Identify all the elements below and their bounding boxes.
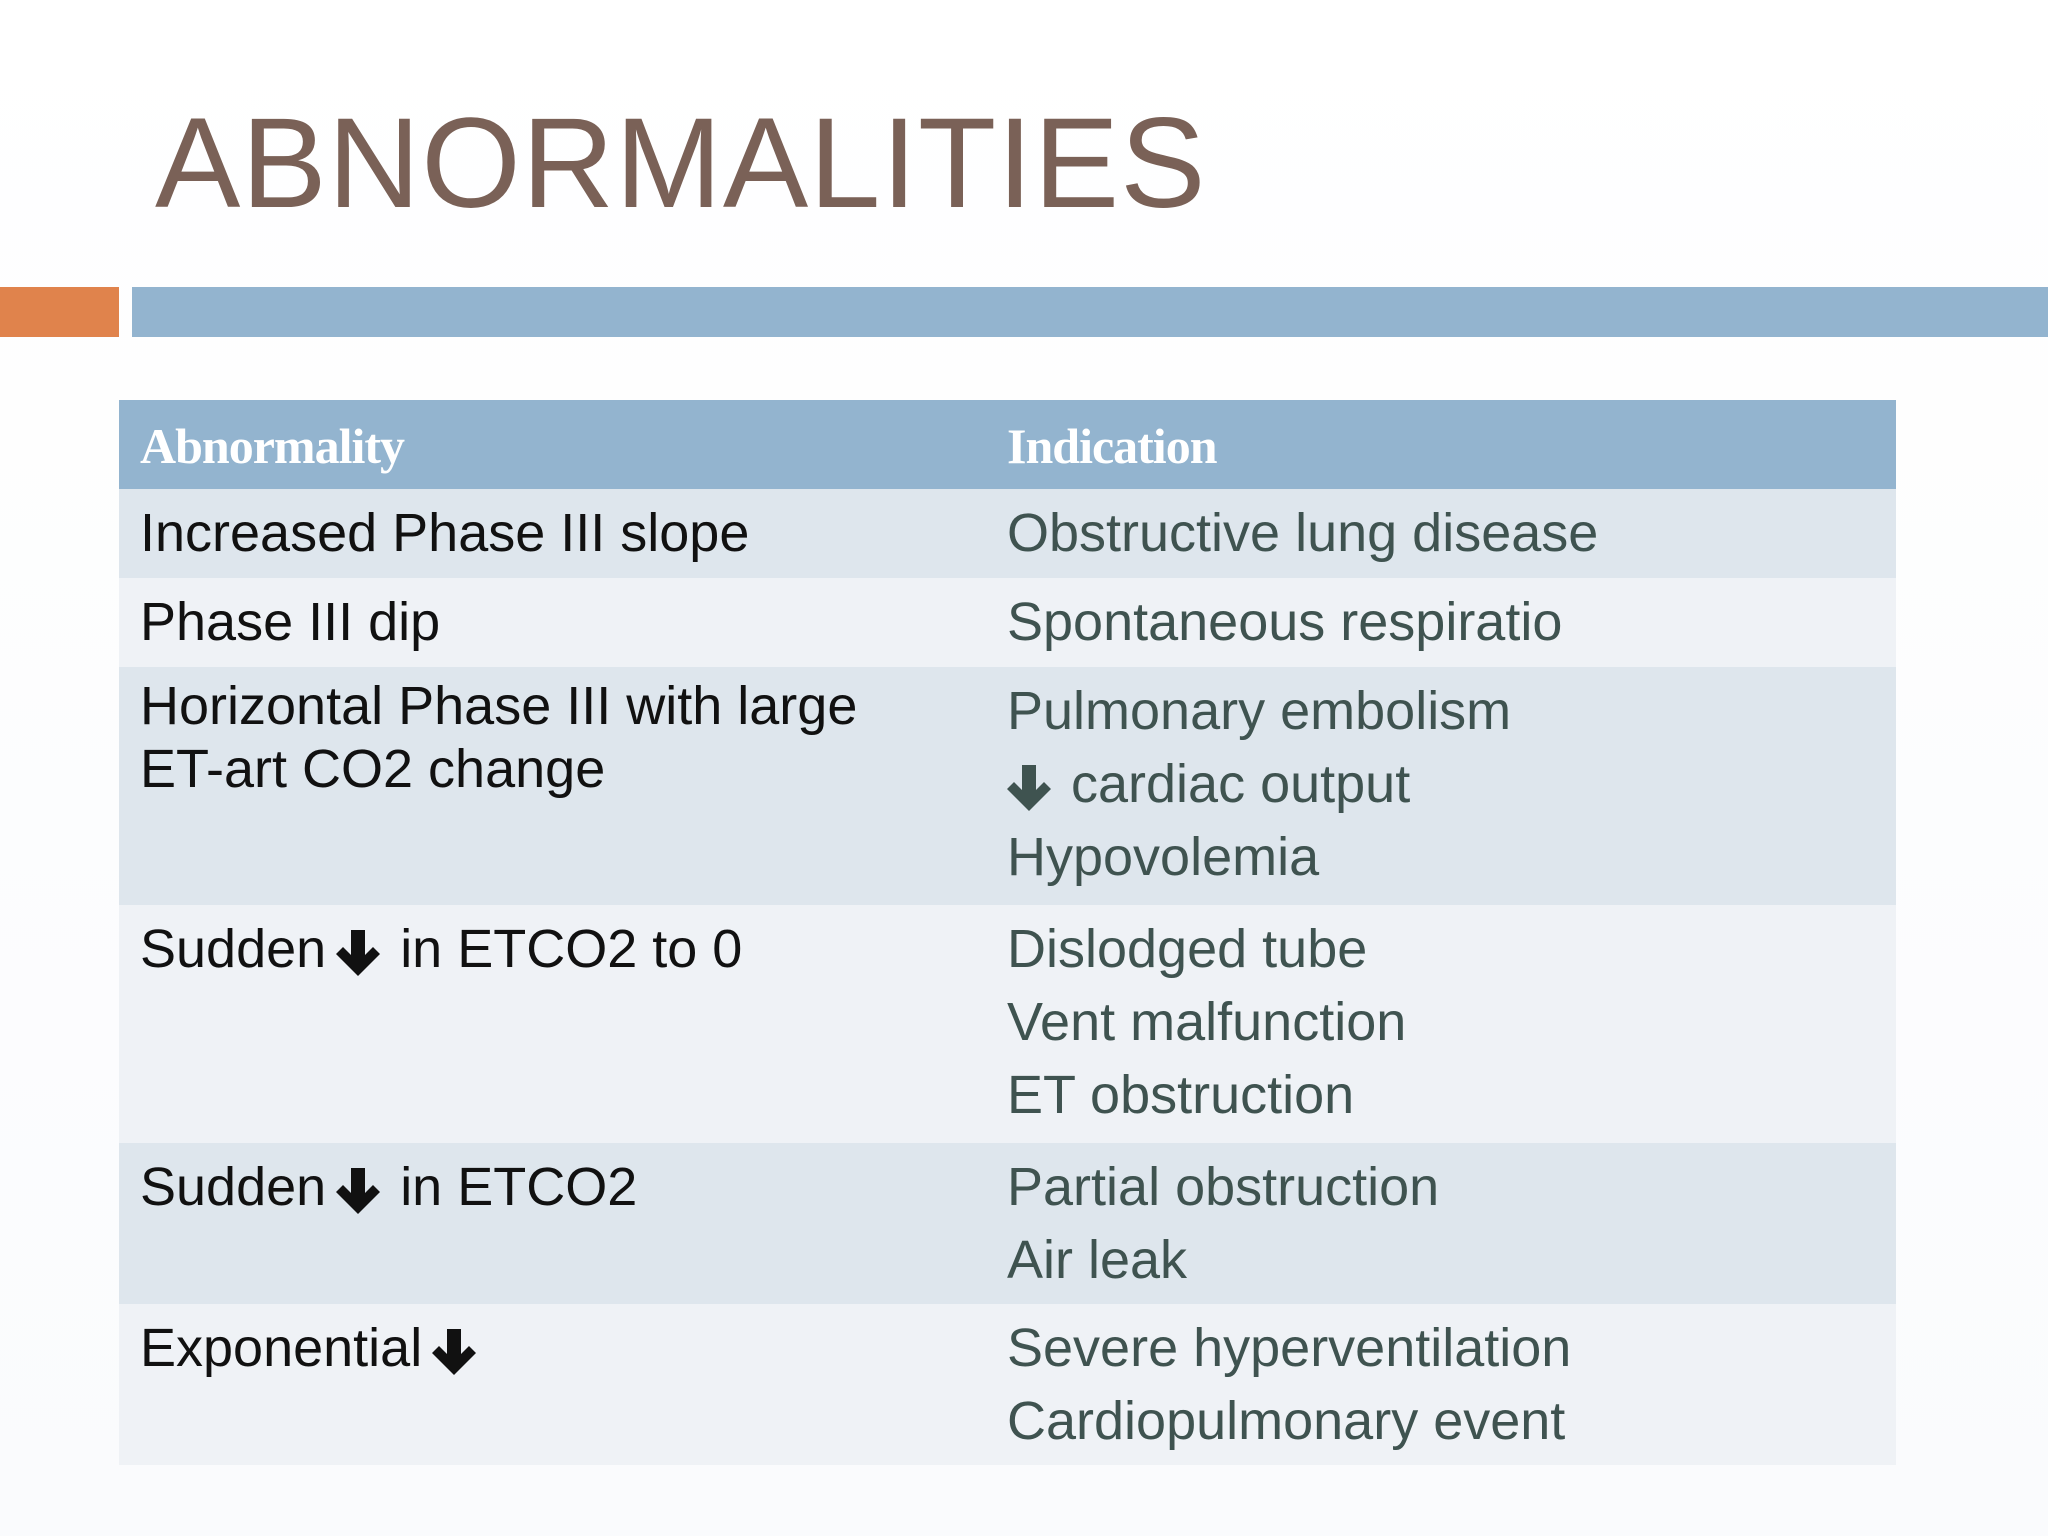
cell-text: Exponential	[140, 1318, 423, 1378]
cell-text: Increased Phase III slope	[140, 503, 750, 563]
cell-text: ET obstruction	[1007, 1065, 1355, 1125]
cell-text: Spontaneous respiratio	[1007, 592, 1563, 652]
indication-cell	[1007, 905, 1896, 1143]
down-arrow-icon	[432, 1327, 476, 1377]
table-row	[119, 1143, 1896, 1304]
header-abnormality: Abnormality	[140, 417, 404, 474]
cell-text: Air leak	[1007, 1230, 1188, 1290]
cell-line	[140, 913, 1007, 986]
abnormalities-table	[119, 400, 1896, 1465]
cell-text: Partial obstruction	[1007, 1157, 1440, 1217]
accent-bar-orange	[0, 287, 119, 337]
table-row	[119, 905, 1896, 1143]
cell-line	[1007, 748, 1896, 821]
down-arrow-icon	[336, 1166, 380, 1216]
table-row	[119, 1304, 1896, 1465]
abnormality-cell	[119, 1304, 1007, 1465]
cell-text: ET-art CO2 change	[140, 739, 606, 799]
cell-text: Obstructive lung disease	[1007, 503, 1599, 563]
header-indication: Indication	[1007, 417, 1217, 474]
cell-text: Sudden	[140, 919, 327, 979]
cell-line	[140, 1151, 1007, 1224]
cell-text: Cardiopulmonary event	[1007, 1391, 1566, 1451]
table-row	[119, 578, 1896, 667]
down-arrow-icon	[336, 928, 380, 978]
cell-text: Sudden	[140, 1157, 327, 1217]
cell-text: Hypovolemia	[1007, 827, 1320, 887]
indication-cell	[1007, 667, 1896, 905]
down-arrow-icon	[1007, 763, 1051, 813]
cell-text: Pulmonary embolism	[1007, 681, 1512, 741]
abnormality-cell	[119, 905, 1007, 1143]
cell-text: Vent malfunction	[1007, 992, 1407, 1052]
table-row	[119, 667, 1896, 905]
abnormality-cell	[119, 667, 1007, 905]
indication-cell	[1007, 1304, 1896, 1465]
cell-text: Dislodged tube	[1007, 919, 1368, 979]
cell-text: Severe hyperventilation	[1007, 1318, 1572, 1378]
cell-text: in ETCO2 to 0	[400, 919, 743, 979]
indication-cell	[1007, 1143, 1896, 1304]
abnormality-cell	[119, 578, 1007, 667]
cell-text: in ETCO2	[400, 1157, 638, 1217]
cell-text: cardiac output	[1071, 754, 1411, 814]
slide-title: ABNORMALITIES	[155, 92, 1207, 235]
cell-text: Horizontal Phase III with large	[140, 676, 858, 736]
table-header-row	[119, 400, 1896, 489]
cell-line	[140, 1312, 1007, 1385]
abnormality-cell	[119, 489, 1007, 578]
abnormality-cell	[119, 1143, 1007, 1304]
cell-text: Phase III dip	[140, 592, 441, 652]
indication-cell	[1007, 489, 1896, 578]
table-row	[119, 489, 1896, 578]
indication-cell	[1007, 578, 1896, 667]
accent-bar-blue	[132, 287, 2048, 337]
